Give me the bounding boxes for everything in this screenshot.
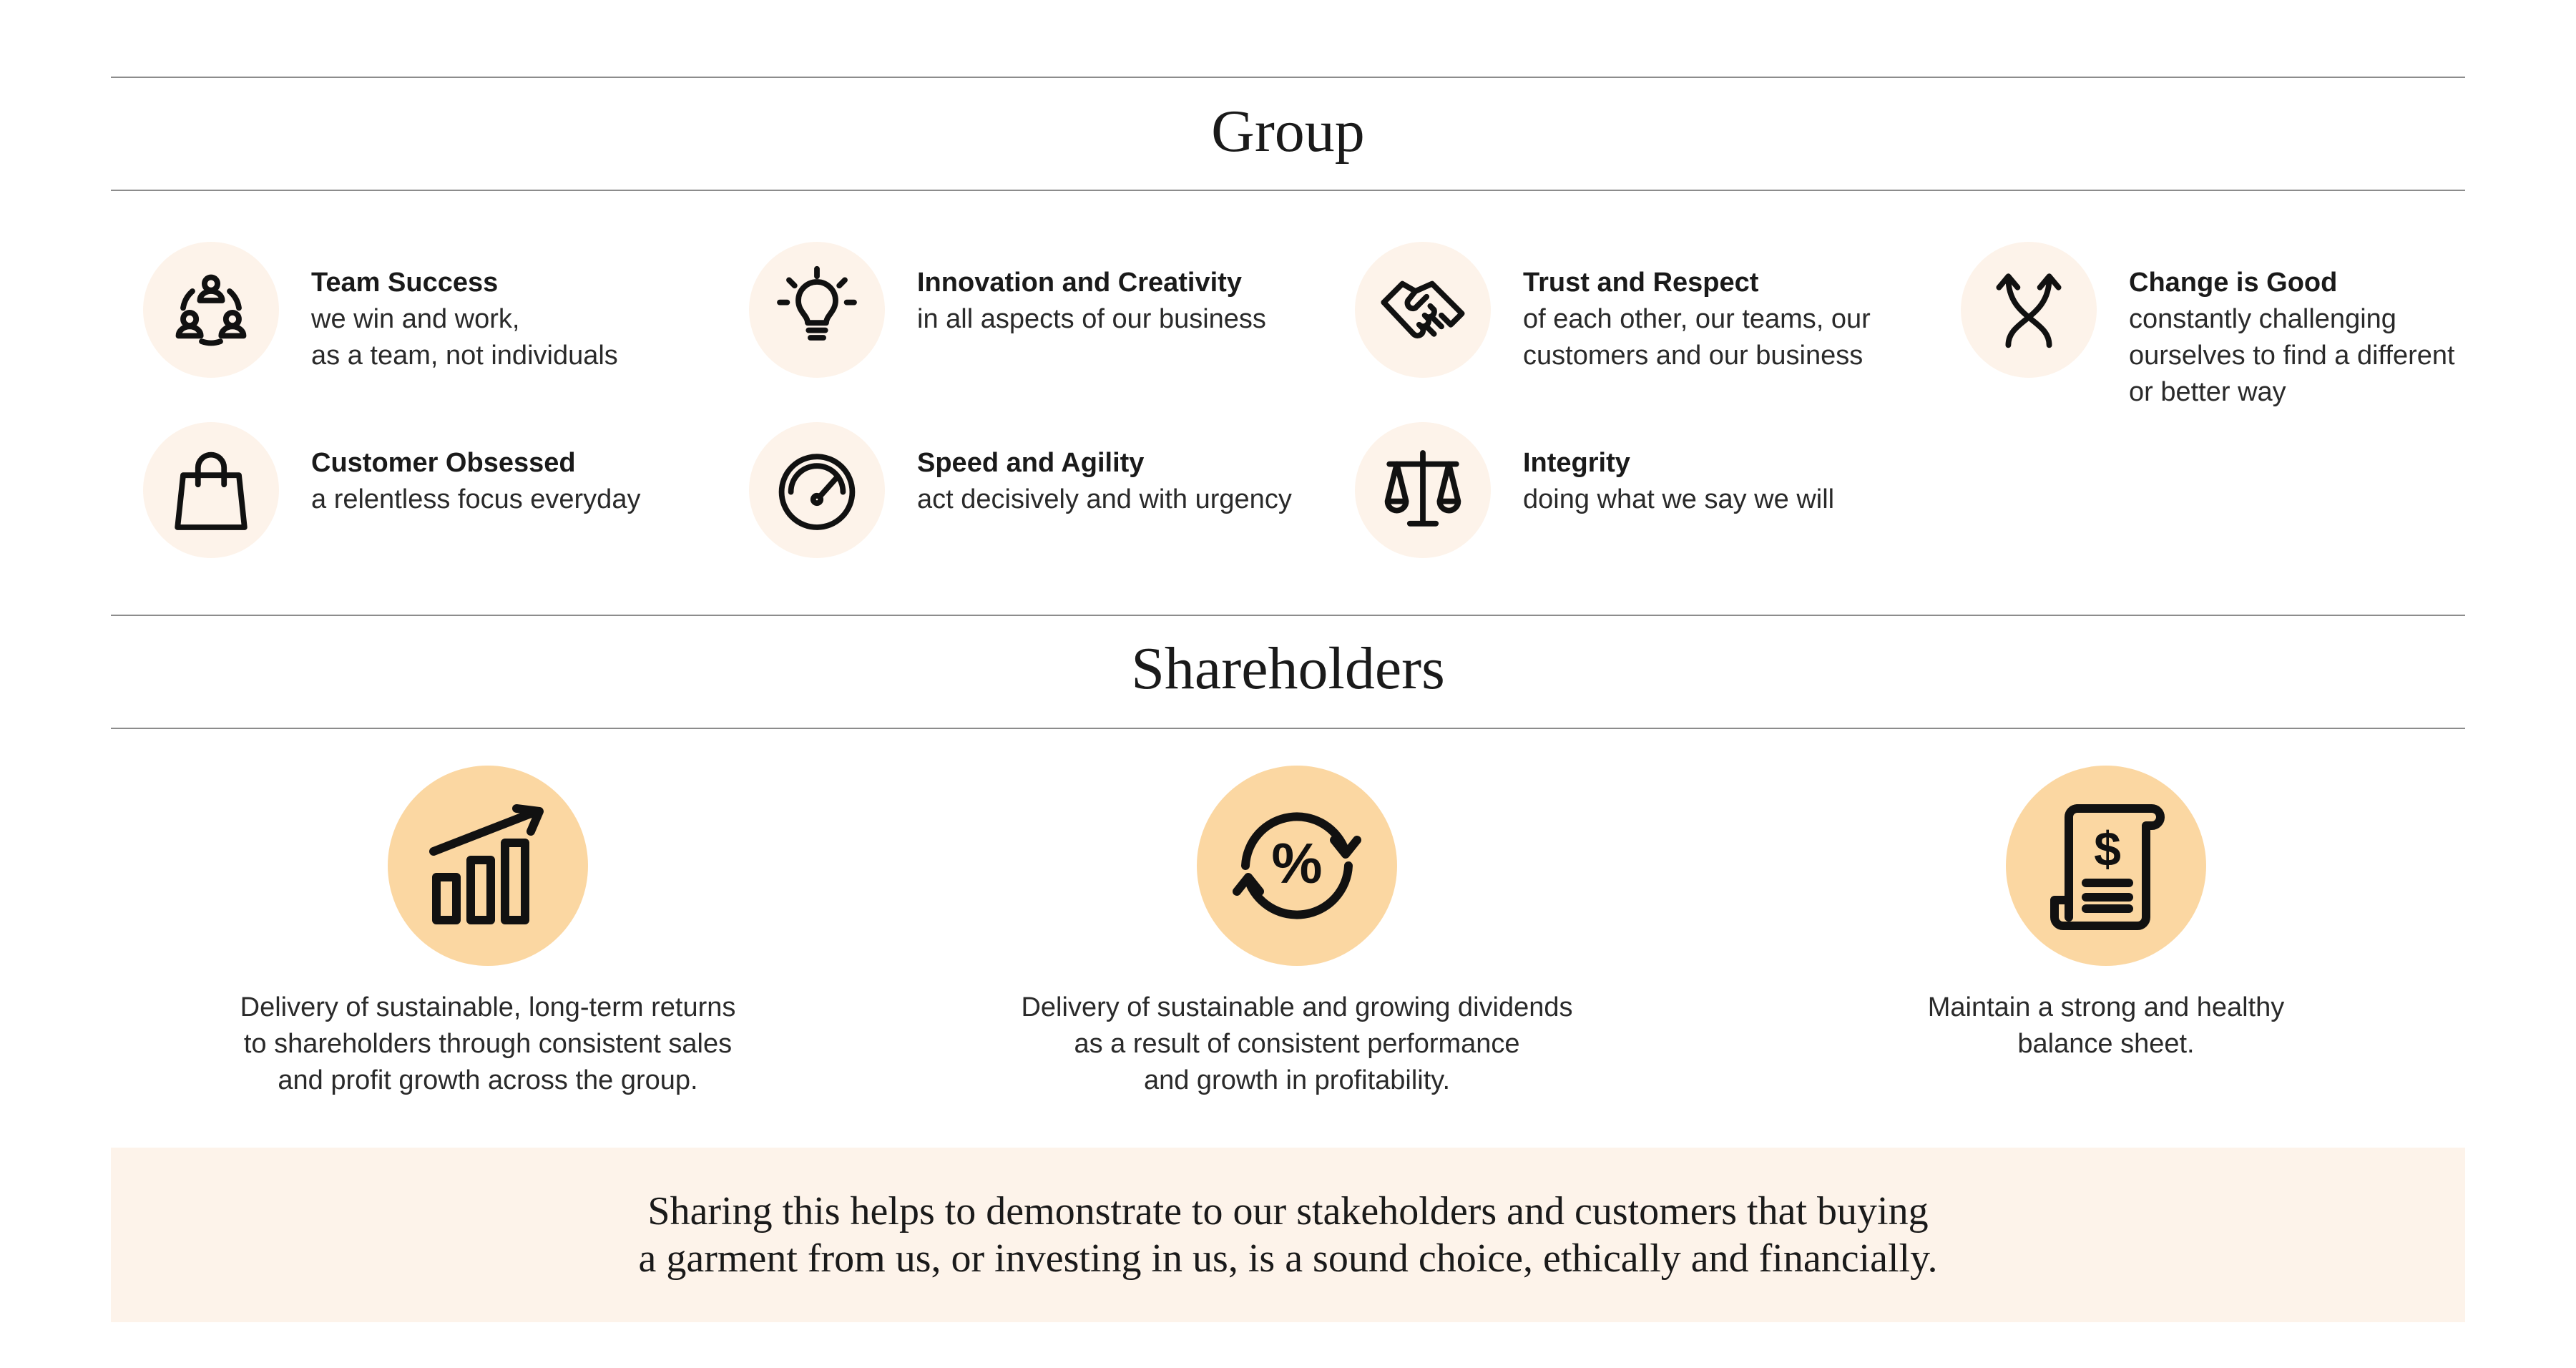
- value-desc: constantly challenging ourselves to find a different or better way: [2129, 304, 2455, 407]
- shareholder-dividends: [939, 766, 1655, 1099]
- value-speed-agility: [749, 422, 1336, 558]
- dollar-document-icon: [2006, 766, 2206, 966]
- value-desc: a relentless focus everyday: [311, 484, 641, 514]
- value-title: Speed and Agility: [917, 448, 1145, 478]
- value-title: Trust and Respect: [1523, 268, 1759, 298]
- shareholder-desc: Maintain a strong and healthy balance sheet.: [1927, 992, 2285, 1059]
- value-integrity: [1355, 422, 1941, 558]
- value-innovation: [749, 242, 1336, 378]
- closing-banner: [111, 1148, 2465, 1322]
- speedometer-icon: [749, 422, 885, 558]
- team-icon: [143, 242, 279, 378]
- shareholder-desc: Delivery of sustainable, long-term returns to shareholders through consistent sales and profit growth across the group.: [240, 992, 736, 1095]
- scales-icon: [1355, 422, 1491, 558]
- arrows-diverge-icon: [1961, 242, 2097, 378]
- value-desc: act decisively and with urgency: [917, 484, 1292, 514]
- value-desc: in all aspects of our business: [917, 304, 1266, 334]
- value-title: Integrity: [1523, 448, 1630, 478]
- value-desc: doing what we say we will: [1523, 484, 1835, 514]
- shareholders-title: Shareholders: [1131, 635, 1445, 702]
- group-top-rule: [111, 77, 2465, 78]
- shareholders-top-rule: [111, 615, 2465, 616]
- value-title: Customer Obsessed: [311, 448, 576, 478]
- shareholders-bottom-rule: [111, 728, 2465, 729]
- shopping-bag-icon: [143, 422, 279, 558]
- shareholder-desc: Delivery of sustainable and growing dividends as a result of consistent performance and growth in profitability.: [1021, 992, 1573, 1095]
- handshake-icon: [1355, 242, 1491, 378]
- group-title: Group: [1211, 98, 1365, 165]
- growth-chart-icon: [388, 766, 588, 966]
- value-title: Innovation and Creativity: [917, 268, 1242, 298]
- svg-text:%: %: [1271, 831, 1323, 895]
- value-desc: of each other, our teams, our customers and our business: [1523, 304, 1871, 371]
- value-title: Change is Good: [2129, 268, 2338, 298]
- lightbulb-icon: [749, 242, 885, 378]
- value-title: Team Success: [311, 268, 499, 298]
- group-bottom-rule: [111, 190, 2465, 191]
- value-customer-obsessed: [143, 422, 730, 558]
- shareholder-returns: [130, 766, 846, 1099]
- percent-cycle-icon: [1197, 766, 1397, 966]
- value-desc: we win and work, as a team, not individuals: [311, 304, 618, 371]
- svg-text:$: $: [2094, 822, 2121, 876]
- value-team-success: [143, 242, 730, 378]
- value-change-is-good: [1961, 242, 2547, 411]
- banner-text: Sharing this helps to demonstrate to our stakeholders and customers that buying a garment from us, or investing in us, is a sound choice, ethically and financially.: [638, 1189, 1938, 1281]
- shareholder-balance-sheet: [1748, 766, 2464, 1062]
- value-trust-respect: [1355, 242, 1941, 378]
